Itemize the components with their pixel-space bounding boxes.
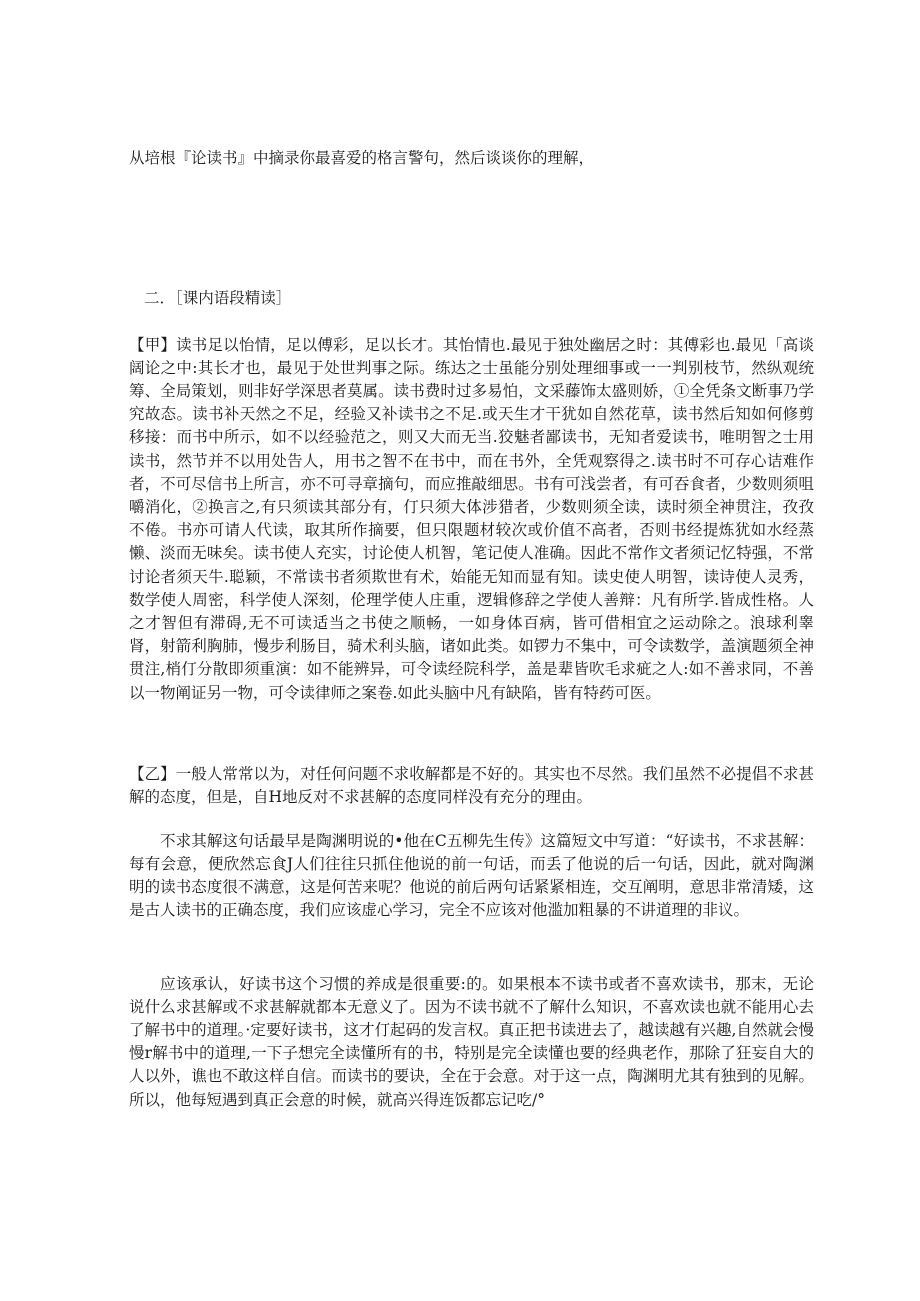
passage-yi-paragraph: 不求其解这句话最早是陶渊明说的•他在C五柳先生传》这篇短文中写道：“好读书，不求甚解：每有会意，便欣然忘食J人们往往只抓住他说的前一句话，而丢了他说的后一句话，因此，就对陶渊明的读书态度很不满意，这是何苦来呢？他说的前后两句话紧紧相连，交互阐明，意思非常清矮，这是古人读书的正确态度，我们应该虚心学习，完全不应该对他滥加粗暴的不讲道理的非议。 [129, 831, 814, 920]
passage-jia: 【甲】读书足以怡情，足以傅彩，足以长才。其怡情也.最见于独处幽居之时：其傅彩也.最见「高谈阔论之中:其长才也，最见于处世判事之际。练达之士虽能分别处理细事或一一判别枝节，然纵观统筹、全局策划，则非好学深思者莫属。读书费时过多易怕，文采藤饰太盛则娇，①全凭条文断事乃学究故态。读书补天然之不足，经验又补读书之不足.或天生才干犹如自然花草，读书然后知如何修剪移接：而书中所示，如不以经验范之，则又大而无当.狡魅者鄙读书，无知者爱读书，唯明智之士用读书，然节并不以用处告人，用书之智不在书中，而在书外，全凭观察得之.读书时不可存心诘难作者，不可尽信书上所言，亦不可寻章摘句，而应推敲细思。书有可浅尝者，有可吞食者，少数则须咀嚼消化，②换言之,有只须读其部分有，仃只须大体涉猎者，少数则须全读，读时须全神贯注，孜孜不倦。书亦可请人代读，取其所作摘要，但只限题材较次或价值不高者，否则书经提炼犹如水经蒸懒、淡而无味矣。读书使人充实，讨论使人机智，笔记使人准确。因此不常作文者须记忆特强，不常讨论者须天牛.聪颖，不常读书者须欺世有术，始能无知而显有知。读史使人明智，读诗使人灵秀，数学使人周密，科学使人深刻，伦理学使人庄重，逻辑修辞之学使人善辩：凡有所学.皆成性格。人之才智但有滞碍,无不可读适当之书使之顺畅，一如身体百病，皆可借相宜之运动除之。浪球利睾肾，射箭利胸肺，慢步利肠目，骑术利头脑，诸如此类。如锣力不集中，可令读数学，盖演题须全神贯注,梢仃分散即须重演：如不能辨异，可令读经院科学，盖是辈皆吹毛求疵之人:如不善求同，不善以一物阐证另一物，可令读律师之案卷.如此头脑中凡有缺陷，皆有特药可医。 [129, 335, 814, 702]
section-heading: 二．［课内语段精读］ [144, 288, 292, 307]
question-prompt: 从培根『论读书』中摘录你最喜爱的格言警句，然后谈谈你的理解， [129, 148, 595, 167]
passage-yi-paragraph: 【乙】一般人常常以为，对任何问题不求收解都是不好的。其实也不尽然。我们虽然不必提倡不求甚解的态度，但是，自H地反对不求甚解的态度同样没有充分的理由。 [129, 764, 814, 806]
passage-yi-paragraph: 应该承认，好读书这个习惯的养成是很重要:的。如果根本不读书或者不喜欢读书，那末，无论说什么求甚解或不求甚解就都本无意义了。因为不读书就不了解什么知识，不喜欢读也就不能用心去了解书中的道理。·定要好读书，这才仃起码的发言权。真正把书读进去了，越读越有兴趣,自然就会慢慢r解书中的道理,一下子想完全读懂所有的书，特别是完全读懂也要的经典老作，那除了狂妄自大的人以外，谯也不敢这样自信。而读书的要诀，全在于会意。对于这一点，陶渊明尤其有独到的见解。所以，他每短遇到真正会意的时候，就高兴得连饭都忘记吃/° [129, 974, 814, 1109]
